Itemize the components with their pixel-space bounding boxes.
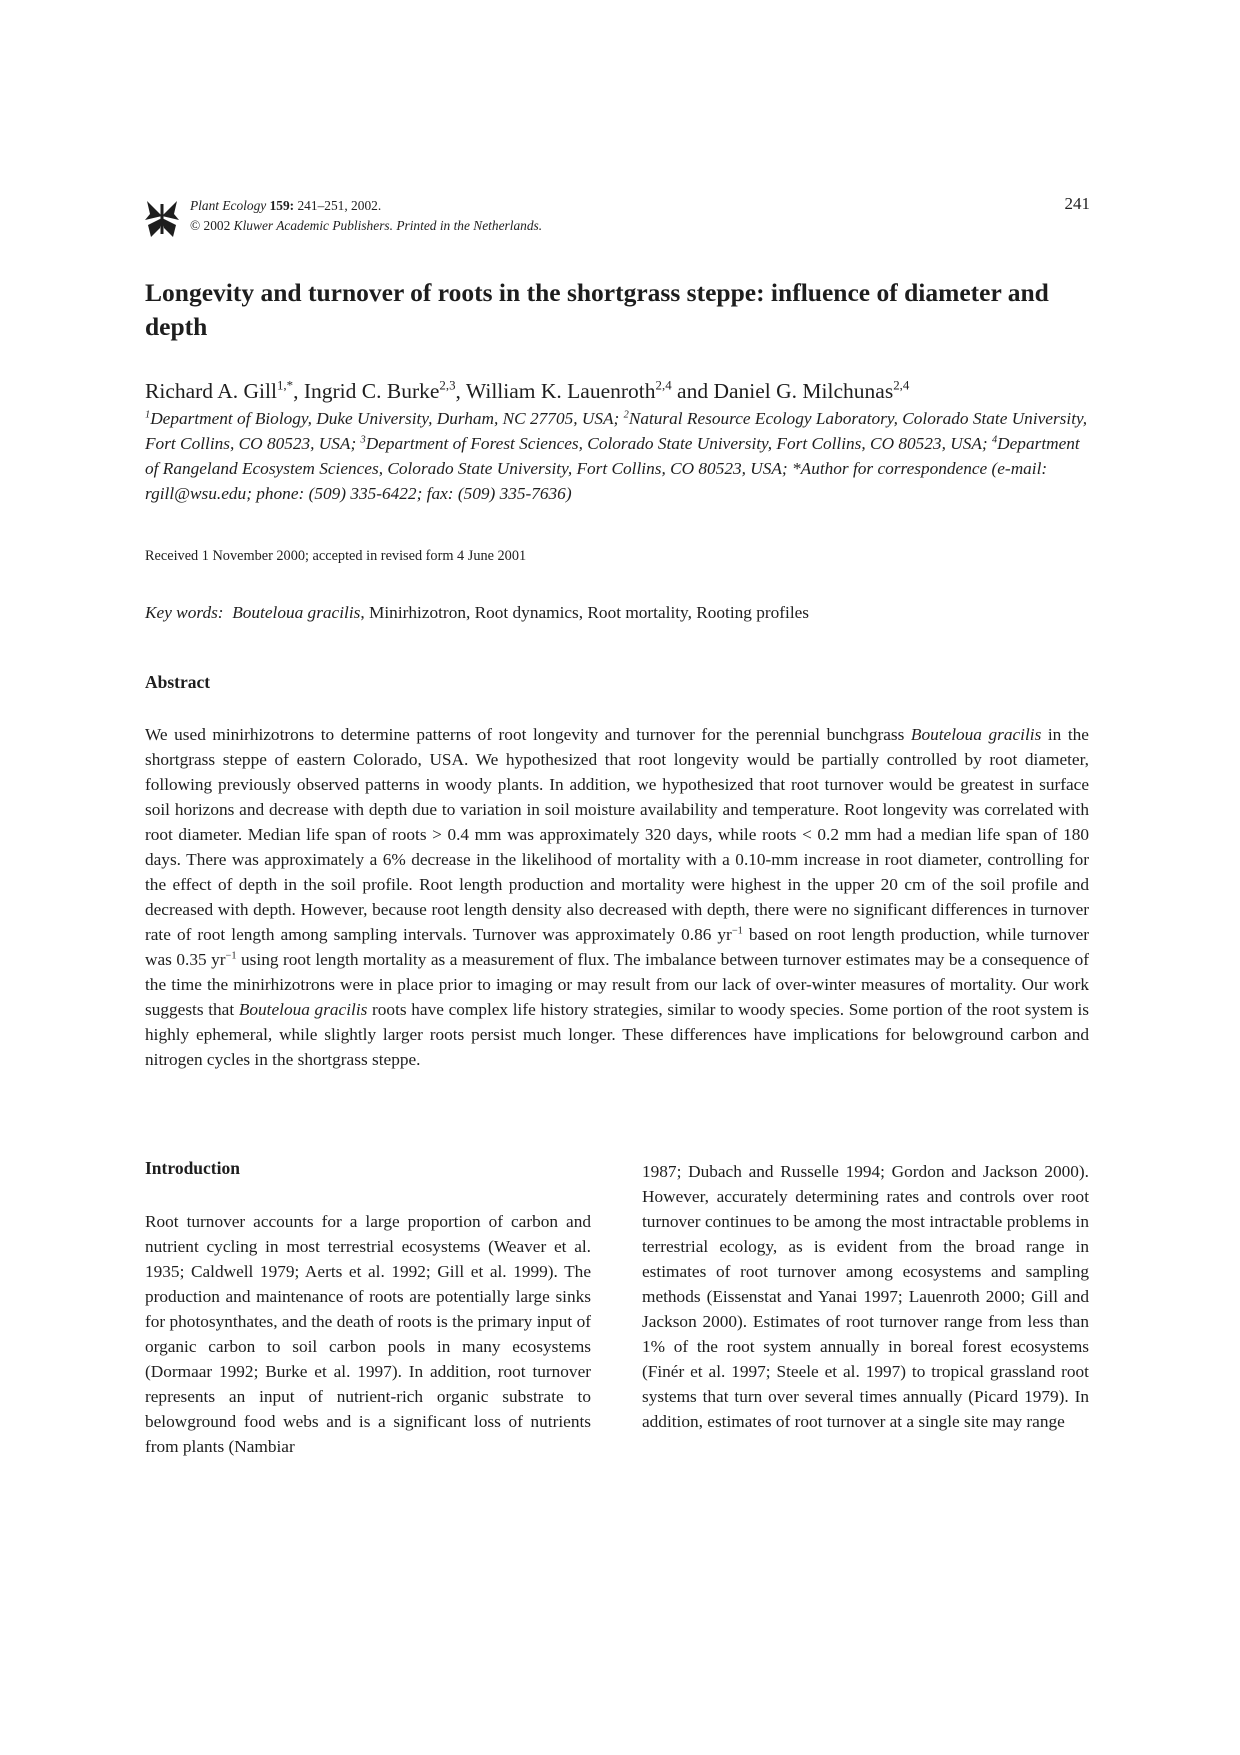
copyright-line	[190, 216, 542, 236]
abstract-body	[145, 722, 1089, 1072]
author-name: William K. Lauenroth	[465, 379, 656, 403]
author-affiliation-marker: 2,3	[439, 378, 456, 393]
keywords	[145, 603, 1090, 623]
species-name: Bouteloua gracilis	[238, 1000, 368, 1019]
abstract-text: using root length mortality as a measurement of flux. The imbalance between turnover estimates may be a consequence of the time the minirhizotrons were in place prior to imaging or may result from our lack of over-winter measures of mortality. Our work suggests that	[145, 950, 1089, 1019]
unit-exponent: −1	[731, 925, 743, 937]
affiliation-text: Department of Biology, Duke University, Durham, NC 27705, USA;	[150, 409, 624, 428]
journal-volume-line	[190, 196, 542, 216]
received-dates: Received 1 November 2000; accepted in revised form 4 June 2001	[145, 548, 527, 564]
author-affiliation-marker: 2,4	[655, 378, 672, 393]
author-name: Daniel G. Milchunas	[713, 379, 894, 403]
copyright-year: 2002	[203, 218, 231, 233]
author-name: Richard A. Gill	[145, 379, 277, 403]
abstract-text: roots have complex life history strategies, similar to woody species. Some portion of the root system is highly ephemeral, while slightly larger roots persist much longer. These differences have implications for belowground carbon and nitrogen cycles in the shortgrass steppe.	[145, 1000, 1089, 1069]
author-affiliation-marker: 2,4	[893, 378, 910, 393]
journal-header	[145, 196, 1090, 240]
abstract-text: in the shortgrass steppe of eastern Colorado, USA. We hypothesized that root longevity would be partially controlled by root diameter, following previously observed patterns in woody plants. In addition, we hypothesized that root turnover would be greatest in surface soil horizons and decrease with depth due to variation in soil moisture availability and temperature. Root longevity was correlated with root diameter. Median life span of roots > 0.4 mm was approximately 320 days, while roots < 0.2 mm had a median life span of 180 days. There was approximately a 6% decrease in the likelihood of mortality with a 0.10-mm increase in root diameter, controlling for the effect of depth in the soil profile. Root length production and mortality were highest in the upper 20 cm of the soil profile and decreased with depth. However, because root length density also decreased with depth, there were no significant differences in turnover rate of root length among sampling intervals. Turnover was approximately 0.86 yr	[145, 725, 1089, 944]
affiliation-marker: 2	[623, 409, 629, 421]
affiliation-marker: 3	[360, 434, 366, 446]
abstract-text: based on root length production, while turnover was 0.35 yr	[145, 925, 1090, 969]
introduction-heading: Introduction	[145, 1158, 240, 1178]
affiliations	[145, 406, 1090, 506]
page-number: 241	[1064, 194, 1090, 213]
abstract-heading: Abstract	[145, 672, 211, 692]
author-affiliation-marker: 1,*	[276, 378, 294, 393]
keywords-list: , Minirhizotron, Root dynamics, Root mortality, Rooting profiles	[360, 603, 810, 622]
author-separator: ,	[293, 379, 304, 403]
keywords-label: Key words:	[145, 603, 224, 622]
keyword-species: Bouteloua gracilis	[232, 603, 361, 622]
author-separator: and	[671, 379, 714, 403]
species-name: Bouteloua gracilis	[910, 725, 1042, 744]
affiliation-text: Natural Resource Ecology Laboratory, Colorado State University, Fort Collins, CO 80523, USA;	[145, 409, 1088, 453]
journal-citation	[190, 196, 542, 236]
introduction-left-column: Root turnover accounts for a large proportion of carbon and nutrient cycling in most terrestrial ecosystems (Weaver et al. 1935; Caldwell 1979; Aerts et al. 1992; Gill et al. 1999). The production and maintenance of roots are potentially large sinks for photosynthates, and the death of roots is the primary input of organic carbon to soil carbon pools in many ecosystems (Dormaar 1992; Burke et al. 1997). In addition, root turnover represents an input of nutrient-rich organic substrate to belowground food webs and is a significant loss of nutrients from plants (Nambiar	[145, 1212, 591, 1456]
unit-exponent: −1	[225, 950, 237, 962]
copyright-symbol: ©	[190, 218, 204, 233]
journal-pages-year: 241–251, 2002.	[294, 198, 382, 213]
introduction-right-column: 1987; Dubach and Russelle 1994; Gordon and Jackson 2000). However, accurately determining rates and controls over root turnover continues to be among the most intractable problems in terrestrial ecology, as is evident from the broad range in estimates of root turnover among ecosystems and sampling methods (Eissenstat and Yanai 1997; Lauenroth 2000; Gill and Jackson 2000). Estimates of root turnover range from less than 1% of the root system annually in boreal forest ecosystems (Finér et al. 1997; Steele et al. 1997) to tropical grassland root systems that turn over several times annually (Picard 1979). In addition, estimates of root turnover at a single site may range	[642, 1162, 1089, 1431]
journal-volume: 159:	[269, 198, 295, 213]
author-name: Ingrid C. Burke	[303, 379, 440, 403]
article-title: Longevity and turnover of roots in the shortgrass steppe: influence of diameter and depth	[145, 278, 1049, 341]
author-list	[145, 376, 909, 406]
affiliation-text: Department of Rangeland Ecosystem Sciences, Colorado State University, Fort Collins, CO 80523, USA; *Author for correspondence (e-mail: rgill@wsu.edu; phone: (509) 335-6422; fax: (509) 335-7636)	[145, 434, 1080, 503]
affiliation-marker: 4	[991, 434, 998, 446]
copyright-text: Kluwer Academic Publishers. Printed in the Netherlands.	[230, 218, 543, 233]
publisher-logo	[145, 198, 179, 238]
affiliation-text: Department of Forest Sciences, Colorado State University, Fort Collins, CO 80523, USA;	[365, 434, 992, 453]
journal-name: Plant Ecology	[190, 198, 267, 213]
affiliation-marker: 1	[145, 409, 151, 421]
abstract-text: We used minirhizotrons to determine patterns of root longevity and turnover for the perennial bunchgrass	[145, 725, 911, 744]
author-separator: ,	[455, 379, 466, 403]
